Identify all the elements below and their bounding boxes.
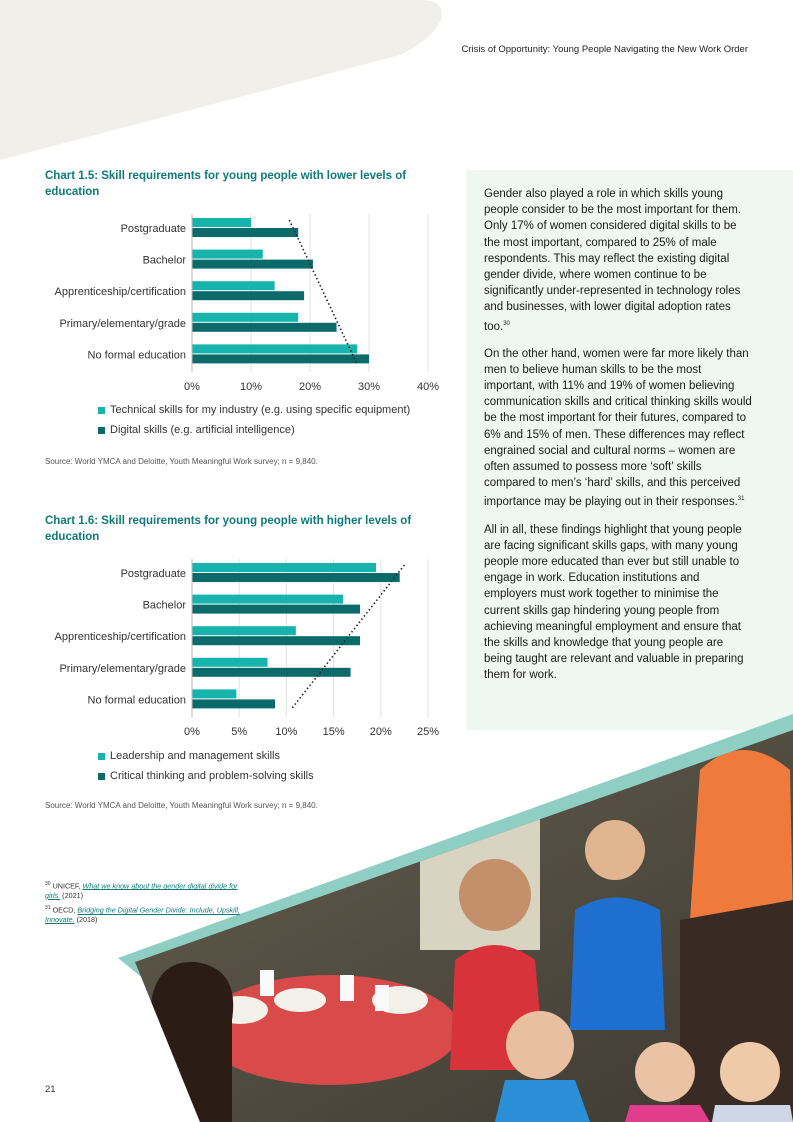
x-tick-label: 0% <box>184 381 200 393</box>
bar <box>192 626 296 635</box>
legend-item <box>98 420 410 440</box>
bar <box>192 291 304 300</box>
category-label: Primary/elementary/grade <box>59 662 186 675</box>
category-label: Apprenticeship/certification <box>54 286 186 299</box>
category-label: Postgraduate <box>120 223 186 235</box>
header-background-shape <box>0 0 793 170</box>
x-tick-label: 25% <box>416 726 440 738</box>
x-tick-label: 10% <box>275 726 298 738</box>
chart-1-5-legend <box>98 400 410 440</box>
category-label: Apprenticeship/certification <box>54 631 186 644</box>
x-tick-label: 10% <box>239 381 263 393</box>
category-label: Postgraduate <box>120 568 186 580</box>
bar <box>192 636 360 645</box>
bar <box>192 218 251 227</box>
bar <box>192 344 357 353</box>
paragraph: All in all, these findings highlight that young people are facing significant skills gaps, with many young people more educated than ever but still unable to engage in work. Education institutions and employers must work together to minimise the current skills gap hindering young people from achieving meaningful employment and ensure that the skills and knowledge that young people are being taught are relevant and valuable in preparing them for work. <box>484 523 744 682</box>
x-tick-label: 20% <box>298 381 322 393</box>
bar <box>192 689 236 698</box>
x-tick-label: 30% <box>357 381 381 393</box>
bar <box>192 250 263 259</box>
body-text <box>484 186 752 695</box>
legend-label: Technical skills for my industry (e.g. using specific equipment) <box>110 404 411 416</box>
legend-item <box>98 400 410 420</box>
bar <box>192 260 313 269</box>
bar <box>192 595 343 604</box>
bar <box>192 563 376 572</box>
legend-swatch <box>98 407 105 414</box>
chart-1-5-source: Source: World YMCA and Deloitte, Youth Meaningful Work survey; n = 9,840. <box>45 457 318 466</box>
x-tick-label: 0% <box>184 726 200 738</box>
bar <box>192 605 360 614</box>
footnotes <box>45 880 245 929</box>
bar <box>192 573 400 582</box>
running-header: Crisis of Opportunity: Young People Navigating the New Work Order <box>461 44 748 55</box>
footnote-link[interactable]: Bridging the Digital Gender Divide: Include, Upskill, Innovate. <box>45 905 240 925</box>
legend-label: Digital skills (e.g. artificial intelligence) <box>110 424 295 436</box>
paragraph: On the other hand, women were far more likely than men to believe human skills to be the most important, with 11% and 19% of women believing communication skills and critical thinking skills would be the most important for their futures, compared to 6% and 15% of men. These differences may reflect engrained social and cultural norms – women are often assumed to possess more ‘soft’ skills compared to men’s ‘hard’ skills, and this perceived importance may be playing out in their responses.$^{31}$ <box>484 347 752 509</box>
category-label: Primary/elementary/grade <box>59 317 186 330</box>
chart-1-5 <box>40 210 460 410</box>
x-tick-label: 40% <box>416 381 440 393</box>
legend-swatch <box>98 427 105 434</box>
legend-label: Critical thinking and problem-solving skills <box>110 770 314 782</box>
bar <box>192 228 298 237</box>
chart-1-5-title: Chart 1.5: Skill requirements for young people with lower levels of education <box>45 170 407 198</box>
legend-label: Leadership and management skills <box>110 750 280 762</box>
bar <box>192 658 268 667</box>
footnote: $^{31}$ OECD, Bridging the Digital Gender Divide: Include, Upskill, Innovate. (2018) <box>45 905 240 925</box>
chart-1-6-title: Chart 1.6: Skill requirements for young people with higher levels of education <box>45 515 412 543</box>
bar <box>192 668 351 677</box>
bar <box>192 354 369 363</box>
paragraph: Gender also played a role in which skills young people consider to be the most important for them. Only 17% of women considered digital skills to be the most important, compared to 25% of male respondents. This may reflect the existing digital gender divide, where women continue to be significantly under-represented in technology roles and businesses, with lower digital adoption rates too.$^{30}$ <box>484 188 741 333</box>
x-tick-label: 5% <box>231 726 248 738</box>
bar <box>192 281 275 290</box>
x-tick-label: 20% <box>369 726 392 738</box>
chart-1-6-source: Source: World YMCA and Deloitte, Youth Meaningful Work survey; n = 9,840. <box>45 801 318 810</box>
category-label: No formal education <box>87 694 186 707</box>
bar <box>192 313 298 322</box>
category-label: Bachelor <box>142 254 186 267</box>
footnote: $^{30}$ UNICEF, What we know about the gender digital divide for girls. (2021) <box>45 881 238 900</box>
category-label: No formal education <box>87 349 186 362</box>
category-label: Bachelor <box>142 599 186 612</box>
x-tick-label: 15% <box>322 726 345 738</box>
footnote-link[interactable]: What we know about the gender digital divide for girls. <box>45 881 238 900</box>
page-number: 21 <box>45 1084 56 1095</box>
bar <box>192 323 337 332</box>
